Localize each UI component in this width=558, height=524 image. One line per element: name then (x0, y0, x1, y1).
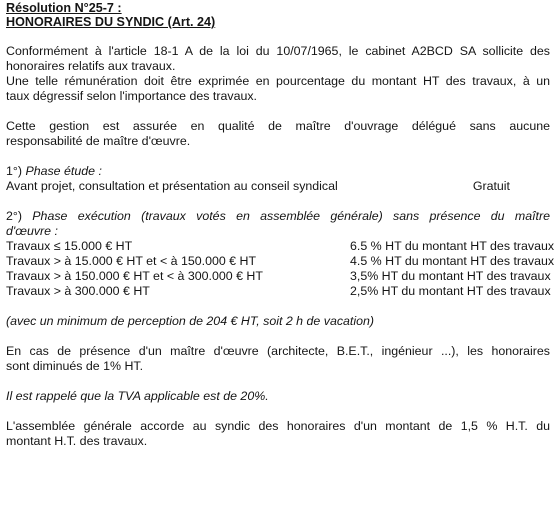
phase-study-section (6, 164, 550, 194)
phase-execution-label-cont: d'œuvre : (6, 224, 58, 238)
phase-study-number: 1°) (6, 164, 22, 178)
reduction-line: En cas de présence d'un maître d'œuvre (architecte, B.E.T., ingénieur ...), les honoraires (6, 344, 550, 358)
minimum-fee-note: (avec un minimum de perception de 204 € HT, soit 2 h de vacation) (6, 314, 375, 328)
phase-study-label: Phase étude : (25, 164, 102, 178)
fee-range: Travaux > à 300.000 € HT (6, 284, 150, 298)
reduction-paragraph (6, 344, 550, 374)
phase-execution-heading (6, 209, 550, 224)
fee-amount: 3,5% HT du montant HT des travaux (350, 269, 551, 283)
phase-execution-number: 2°) (6, 209, 22, 223)
fee-range: Travaux ≤ 15.000 € HT (6, 239, 133, 253)
management-line: Cette gestion est assurée en qualité de maître d'ouvrage délégué sans aucune (6, 119, 550, 133)
fee-amount: 2,5% HT du montant HT des travaux (350, 284, 551, 298)
phase-study-item: Avant projet, consultation et présentation au conseil syndical (6, 179, 338, 193)
tva-note: Il est rappelé que la TVA applicable est de 20%. (6, 389, 269, 403)
fee-table-row (6, 239, 555, 254)
decision-line: L'assemblée générale accorde au syndic des honoraires d'un montant de 1,5 % H.T. du (6, 419, 550, 433)
intro-line: taux dégressif selon l'importance des travaux. (6, 89, 257, 103)
decision-line: montant H.T. des travaux. (6, 434, 148, 448)
phase-study-row (6, 179, 550, 194)
fee-table-row (6, 284, 550, 299)
decision-paragraph (6, 419, 550, 449)
fee-range: Travaux > à 150.000 € HT et < à 300.000 € HT (6, 269, 263, 283)
reduction-line: sont diminués de 1% HT. (6, 359, 144, 373)
phase-execution-section (6, 209, 555, 299)
management-line: responsabilité de maître d'œuvre. (6, 134, 191, 148)
management-paragraph (6, 119, 550, 149)
phase-study-heading (6, 164, 550, 179)
intro-line: honoraires relatifs aux travaux. (6, 59, 176, 73)
phase-execution-label: Phase exécution (travaux votés en assemblée générale) sans présence du maître (32, 209, 550, 223)
fee-table-row (6, 254, 555, 269)
fee-amount: 6.5 % HT du montant HT des travaux (350, 239, 555, 253)
phase-study-fee: Gratuit (472, 179, 510, 193)
resolution-document (6, 0, 555, 449)
resolution-title: HONORAIRES DU SYNDIC (Art. 24) (6, 15, 216, 29)
fee-amount: 4.5 % HT du montant HT des travaux (350, 254, 555, 268)
intro-line: Conformément à l'article 18-1 A de la loi du 10/07/1965, le cabinet A2BCD SA sollicite des (6, 44, 550, 58)
fee-range: Travaux > à 15.000 € HT et < à 150.000 € HT (6, 254, 257, 268)
intro-paragraph (6, 44, 550, 104)
resolution-number: Résolution N°25-7 : (6, 1, 122, 15)
fee-table-row (6, 269, 550, 284)
intro-line: Une telle rémunération doit être exprimée en pourcentage du montant HT des travaux, à un (6, 74, 550, 88)
